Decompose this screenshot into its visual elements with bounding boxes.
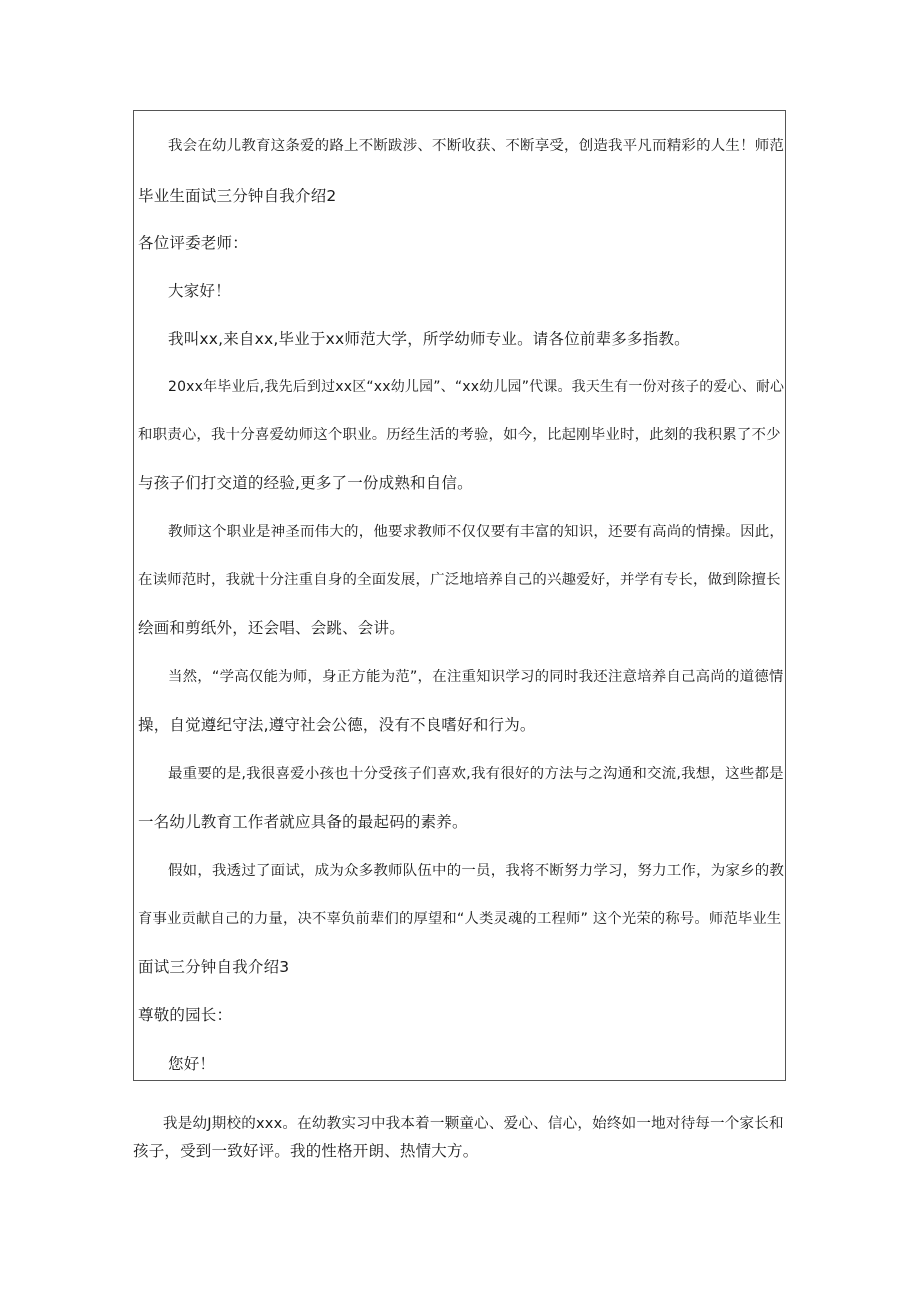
text-line: 和职责心，我十分喜爱幼师这个职业。历经生活的考验，如今，比起刚毕业时，此刻的我积累了不少 [138, 427, 781, 443]
section-heading-line: 毕业生面试三分钟自我介绍2 [138, 187, 337, 205]
salutation: 尊敬的园长： [138, 1006, 233, 1024]
text-line: 我会在幼儿教育这条爱的路上不断跋涉、不断收获、不断享受，创造我平凡而精彩的人生！师范 [168, 138, 785, 154]
text-line: 在读师范时，我就十分注重自身的全面发展，广泛地培养自己的兴趣爱好，并学有专长，做到除擅长 [138, 572, 781, 588]
text-line: 我是幼J期校的xxx。在幼教实习中我本着一颗童心、爱心、信心，始终如一地对待每一个家长和 [163, 1115, 784, 1132]
text-line: 孩子，受到一致好评。我的性格开朗、热情大方。 [133, 1142, 479, 1160]
text-line: 20xx年毕业后,我先后到过xx区“xx幼儿园”、“xx幼儿园”代课。我天生有一份对孩子的爱心、耐心 [168, 379, 785, 395]
text-line: 操，自觉遵纪守法,遵守社会公德，没有不良嗜好和行为。 [138, 716, 536, 734]
text-line: 绘画和剪纸外，还会唱、会跳、会讲。 [138, 619, 405, 637]
text-line: 我叫xx,来自xx,毕业于xx师范大学，所学幼师专业。请各位前辈多多指教。 [168, 330, 690, 348]
text-line: 与孩子们打交道的经验,更多了一份成熟和自信。 [138, 474, 473, 492]
text-line: 一名幼儿教育工作者就应具备的最起码的素养。 [138, 813, 468, 831]
salutation: 各位评委老师： [138, 234, 248, 252]
text-line: 假如，我透过了面试，成为众多教师队伍中的一员，我将不断努力学习，努力工作，为家乡的教 [168, 863, 785, 879]
greeting: 您好！ [168, 1055, 216, 1073]
text-line: 当然，“学高仅能为师，身正方能为范”，在注重知识学习的同时我还注意培养自己高尚的道德情 [168, 669, 784, 685]
greeting: 大家好！ [168, 282, 231, 300]
section-heading-line: 面试三分钟自我介绍3 [138, 958, 290, 976]
text-line: 教师这个职业是神圣而伟大的，他要求教师不仅仅要有丰富的知识，还要有高尚的情操。因此， [168, 524, 785, 540]
text-line: 育事业贡献自己的力量，决不辜负前辈们的厚望和“人类灵魂的工程师” 这个光荣的称号。师范毕业生 [138, 911, 782, 927]
text-line: 最重要的是,我很喜爱小孩也十分受孩子们喜欢,我有很好的方法与之沟通和交流,我想，这些都是 [168, 766, 784, 782]
bordered-text-frame [133, 110, 786, 1081]
